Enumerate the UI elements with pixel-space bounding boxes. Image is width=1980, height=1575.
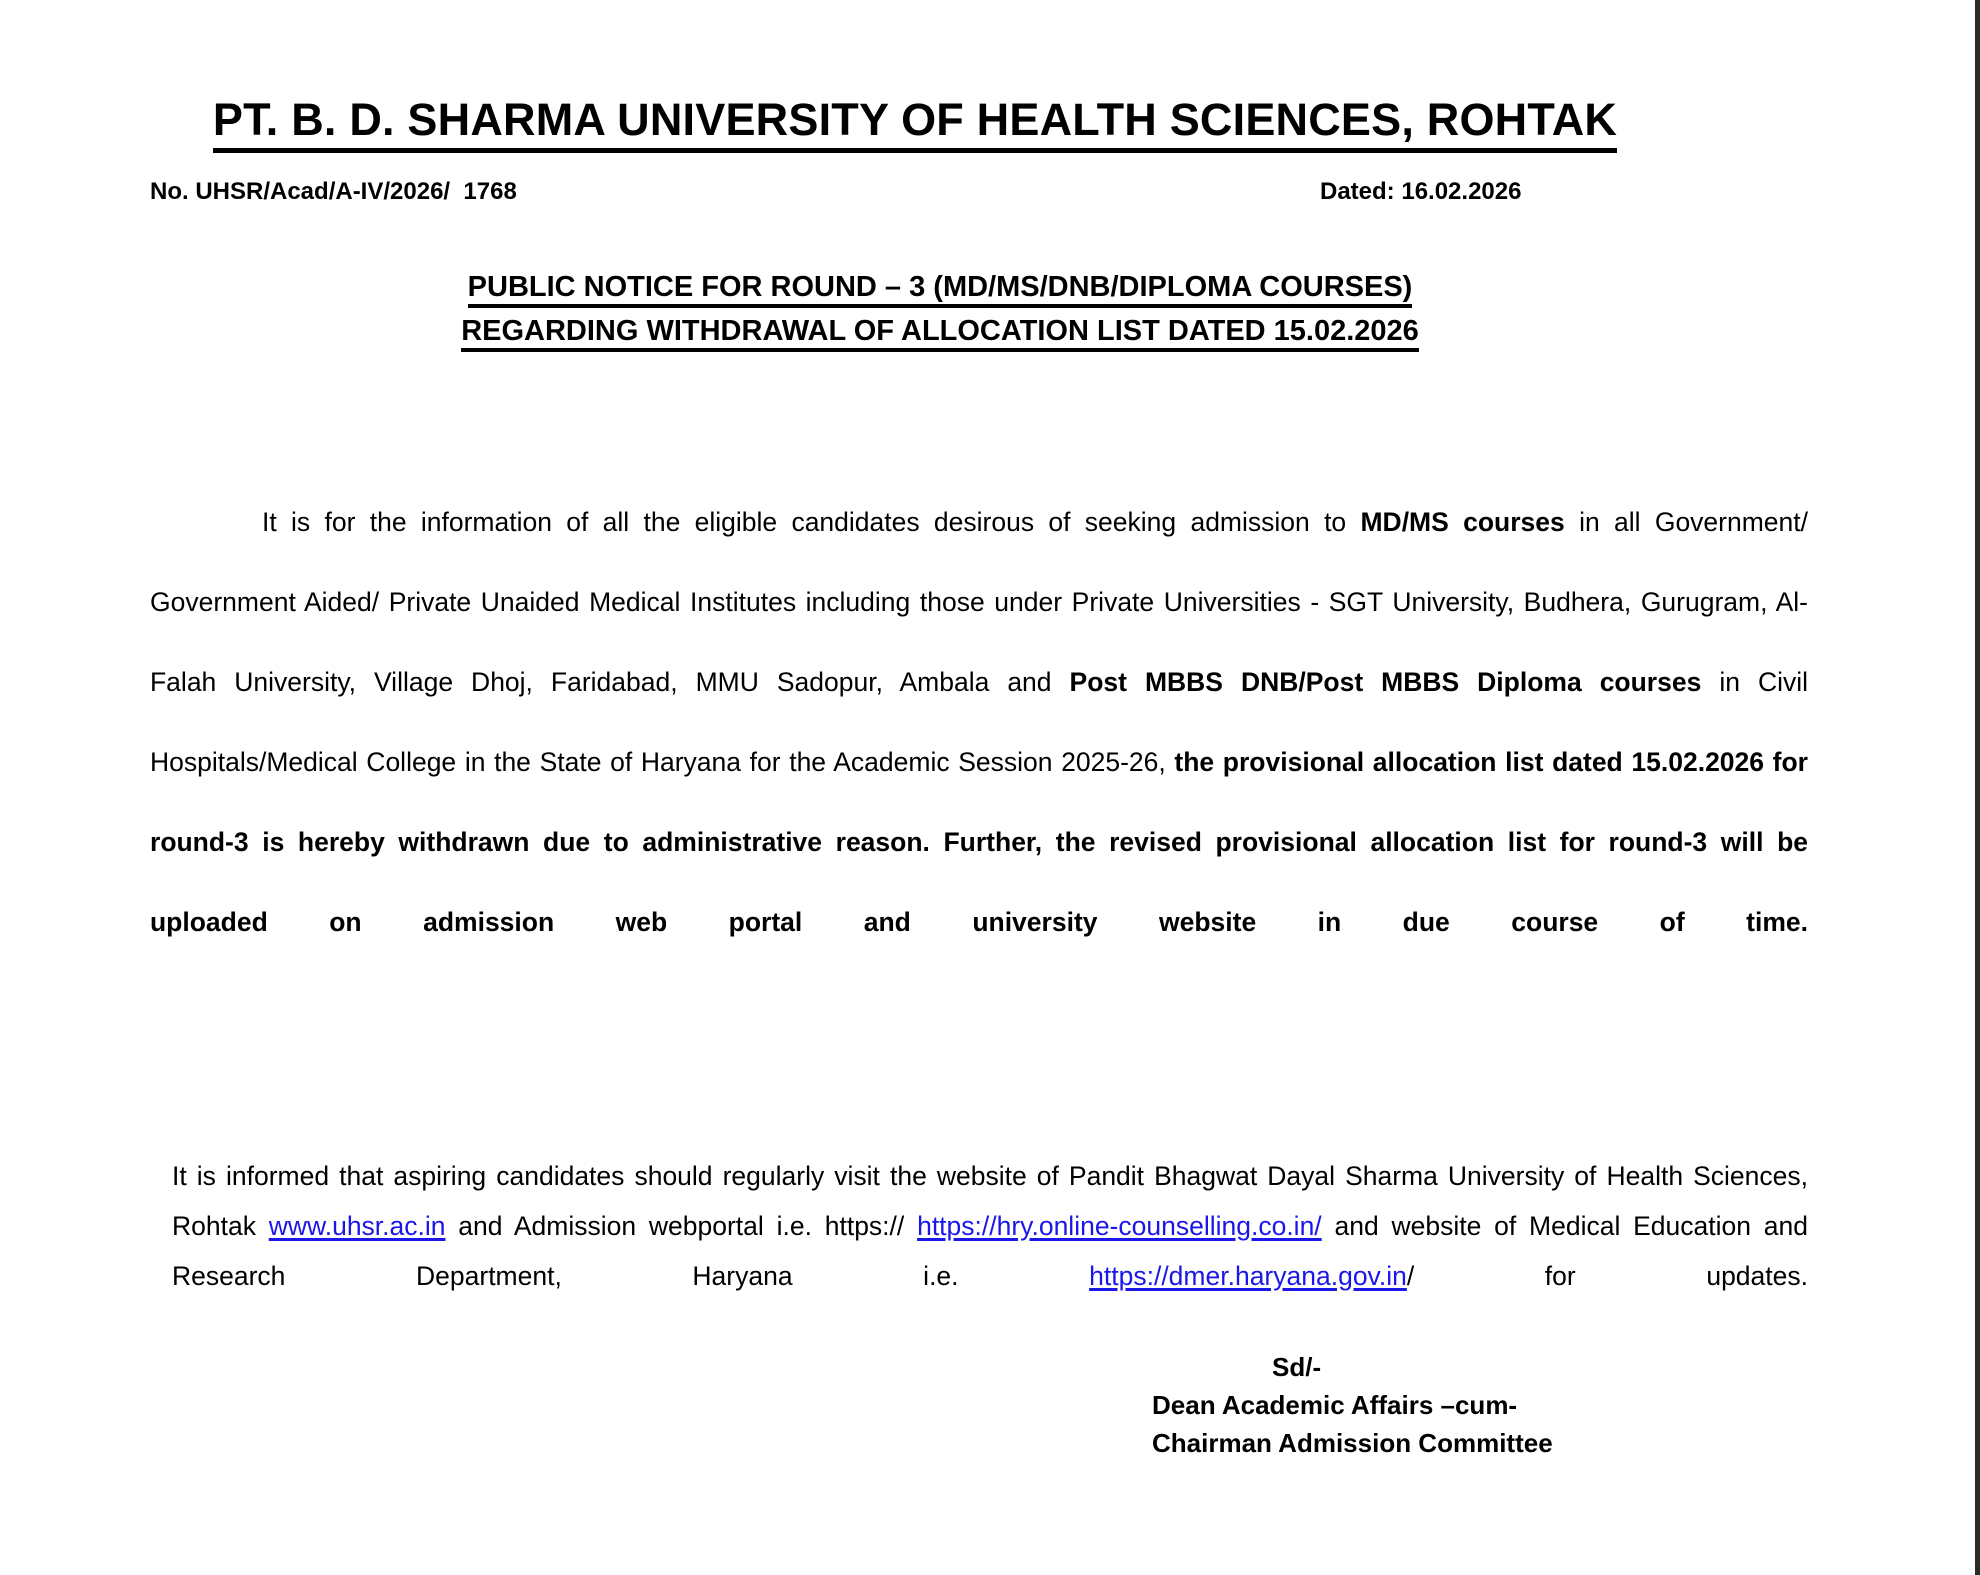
- page-title: [0, 94, 1830, 146]
- link-dmer-haryana[interactable]: https://dmer.haryana.gov.in: [1089, 1260, 1407, 1291]
- subject-heading: [0, 265, 1880, 353]
- body-bold-postmbbs: Post MBBS DNB/Post MBBS Diploma courses: [1069, 666, 1702, 697]
- page-title-text: PT. B. D. SHARMA UNIVERSITY OF HEALTH SCIENCES, ROHTAK: [213, 94, 1617, 153]
- info-segment-4: / for updates.: [1406, 1260, 1808, 1291]
- link-university-website[interactable]: www.uhsr.ac.in: [268, 1210, 446, 1241]
- body-segment-3: in all Government/ Government Aided/ Private Unaided Medical Institutes including those under Private Universities - SGT University, Budhera, Gurugram, Al-Falah University, Village Dhoj, Faridabad, MMU Sadopur, Ambala and: [150, 506, 1809, 697]
- website-info-paragraph: [172, 1151, 1808, 1351]
- reference-number: No. UHSR/Acad/A-IV/2026/ 1768: [150, 178, 517, 205]
- subject-line-1: PUBLIC NOTICE FOR ROUND – 3 (MD/MS/DNB/DIPLOMA COURSES): [0, 265, 1880, 309]
- info-segment-3: and website of Medical Education and Research Department, Haryana i.e.: [172, 1210, 1808, 1291]
- signature-sd: Sd/-: [1272, 1352, 1322, 1382]
- body-segment-1: It is for the information of all the eligible candidates desirous of seeking admission to: [262, 506, 1361, 537]
- notice-body-paragraph: [150, 482, 1808, 1042]
- info-segment-1: It is informed that aspiring candidates should regularly visit the website of Pandit Bhagwat Dayal Sharma University of Health Sciences, Rohtak: [172, 1160, 1808, 1241]
- info-segment-2: and Admission webportal i.e. https://: [445, 1210, 918, 1241]
- body-bold-withdrawal: the provisional allocation list dated 15.02.2026 for round-3 is hereby withdrawn due to administrative reason. Further, the revised provisional allocation list for round-3 will be uploaded on admission web portal and university website in due course of time.: [150, 746, 1808, 937]
- subject-line-2: REGARDING WITHDRAWAL OF ALLOCATION LIST DATED 15.02.2026: [0, 309, 1880, 353]
- signature-designation-2: Chairman Admission Committee: [1152, 1428, 1553, 1458]
- reference-row: [150, 178, 1805, 208]
- signature-block: [1152, 1348, 1553, 1462]
- body-bold-mdms: MD/MS courses: [1360, 506, 1565, 537]
- link-admission-webportal[interactable]: https://hry.online-counselling.co.in/: [917, 1210, 1322, 1241]
- document-date: Dated: 16.02.2026: [1320, 178, 1522, 205]
- body-segment-5: in Civil Hospitals/Medical College in the State of Haryana for the Academic Session 2025-26,: [150, 666, 1808, 777]
- signature-designation-1: Dean Academic Affairs –cum-: [1152, 1390, 1518, 1420]
- scan-edge-rule: [1975, 0, 1980, 1575]
